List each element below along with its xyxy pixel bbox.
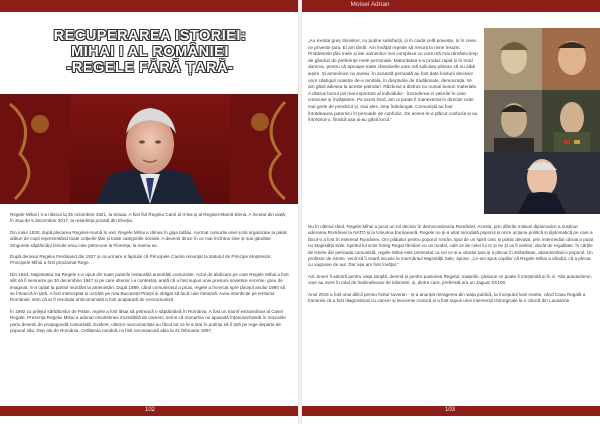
left-paragraph: Din iunie 1930, după plecarea Reginei-mamă în exil, Regele Mihai a rămas în grija tatălui. Aurmat cursurile unei școli organizate la palat, alături de copii reprezentând toate colțurile țării și toate categoriile sociale. A devenit dince în ce mai încîntrui sine și mai gânditor. Singurele săptămâni fericite erau cele petrecute la Florența, la mama sa. xyxy=(10,229,288,248)
author-name: Moisei Adrian xyxy=(350,1,390,8)
left-paragraph: Din 1944, Majestatea Sa Regele s-a opus din toate puterile instaurării autorității comuniste. Actul de abdicare pe care Regele Mihai a fost silit să îl semneze pe 30 decembrie 1947 și pe care ulterior l-a contestat, arată că a fost supus unei presiuni sovietice enorme, greu de imaginat. S-a opțiat la partiul murdării la amenințări. După 1989, când comunismul a picat, regele a încercat spre țărușul anului 1990 să se întoarcă în țară. A fost interceptat și urmărit pe ruta București-Pitești și obligat să facă cale întoarsă. Avea interdicție pe teritoriul României, sem că ar fi revoluția anticomunistă a fost acaparată de neocomuniști. xyxy=(10,271,289,303)
royal-collage-image xyxy=(484,28,600,214)
king-quote xyxy=(308,38,478,124)
king-portrait-image xyxy=(0,94,300,204)
left-article-body xyxy=(10,212,290,340)
left-top-bar xyxy=(0,0,300,12)
title-line-2: MIHAI I AL ROMÂNIEI xyxy=(71,44,229,60)
title-line-1: RECUPERAREA ISTORIEI: xyxy=(53,28,247,44)
royal-collage-photo xyxy=(484,28,600,214)
page-gutter xyxy=(298,0,302,424)
right-paragraph: Anul 2016 a fost unul dificil pentru fostul suveran - și-a anunțat retragerea din viața publică, la începutul lunii martie, când Casa Regală a transmis că a fost diagnosticat cu cancer și leucemie cronică și a fost supus unei intervenții chirurgicale la o clinică din Lausanne. xyxy=(308,291,586,304)
left-paragraph: După decesul Regelui Ferdinand din 1927 și ca urmare a faptului că Principele Carola renunțat la statutul de Principe Moștenitor, Principele Mihai a fost proclamat Rege. xyxy=(10,254,272,266)
article-title xyxy=(14,28,286,76)
right-page-number: 103 xyxy=(444,407,455,413)
title-line-3: -REGELE FĂRĂ ȚARĂ- xyxy=(66,60,234,76)
right-paragraph: Azi, timeri îl admiră pentru viața simplă, demnă și pentru pasiunea Regelui: mașinile, pasiune ce poate fi moștenită și în zi. Alte autoturisme, care au mers în total de înalimelieune de kilometri, și, dintre care, preferată era un Jaguar XS100. xyxy=(308,273,592,286)
left-paragraph: Regele Mihai I s-a născut la 25 octombrie 1921, la Sinaia. A fost fiul Regelui Carol al II-lea și al Reginei-Mamă Elena. A încetat din viață, în ziua de 5 decembrie 2017, la reședința privată din Elveția. xyxy=(10,212,287,224)
right-article-body xyxy=(308,224,594,309)
king-portrait-photo xyxy=(0,94,300,204)
left-page-number: 102 xyxy=(144,407,155,413)
quote-text: „Au existat greș obositori, cu puține satisfacții, și în ciuda celă priveste, și în ceea ce priveste țara. Ei am tânăr. Am învățat repede să renunț la mine însumi. Problemele țării mele și ale oamenilor mei complexe cu care mă mai rămăsni timp de gânduri de preferințe mele personale. Maturitatea s-a produs rapid și în mod dureros, pentru că aproape toate chestiunile care mă solicitau păreau să nu aibă ieșire. Și ameninice nu aveau. În această perioadă au fost date loviturii decisive unor câștiguri noastre de-a renitala, în drepturile de tradiționale, democrația. M-am găsit adesea la aceste patrulari. Războiul a distrus nu numai bunuri materiale. A distrus bunul cel mai important al individului - încrederea in valorile în care crescuse și învățasem. Pe acest fond, am ui poate fi maneveriat în direcție celei mai grele de prevăzut și, mai ales, timp îndelungat. Comuniștii au fost întotdeauna puternici în perioade de confuzie. De aceea le-a plăcut confuzia și au întreținut-o, fiindcă așa și-au găsit locul.” xyxy=(308,38,478,123)
right-paragraph: Nu în ultimul rând, Regele Mihai a jucat un rol decisiv în democratizarea României. Acesta, prin diferite misiuni diplomatice a susținut aderarea României la NATO și la Uniunea Europeană. Regele nu și-a uitat niciodată poporul și orice acțiune politică și diplomatică pe care a făcut-o a fost în interesul României. Om pilduitor pentru poporul român, tipul de un spirit civic și politic devotat, prin intermediul căruia a putut nu Majestății Sale. Spiritul lui scris întreg Regal rămâne ca un model, calit ce de celei lui nr și ne șt va fi venitor, decât de regalitate. În cărțile de istorie din perioada comunistă, regele Mihai este prezentat ca cel ce și-a vândut țara și a plecat în străinătate, abandonând-o poporul. Un profesor de istorie, venit să îi ceară iscusie la mormântul Majestății Sale, spune: „Le-am spus copiilor că Regele Mihai a vândut, că a plecat cu vagoane de aur. Dar așa am fost învățat.” xyxy=(308,224,594,268)
left-paragraph: În 1992 cu prilejul sărbătorilor de Paște, regele a fost lăsat să petreacă o săptămână în România. A fost un triumf extraordinar al Casei Regale. Prezența Regelui Mihai a adunat omuletimea incredibilă de oameni, semn că monarhia nu apusuită înțesurachesită în mișcarile partu desenii de propagandă comunistă. Evident, ulterior neocomuniștii au făcut tot ce le-a stat în putința să îi țină pe rege departe de poporul său. Dep ale de România. Cetățenia română i-a fost reconsacută abia la 21 februarie 1997. xyxy=(10,308,286,334)
